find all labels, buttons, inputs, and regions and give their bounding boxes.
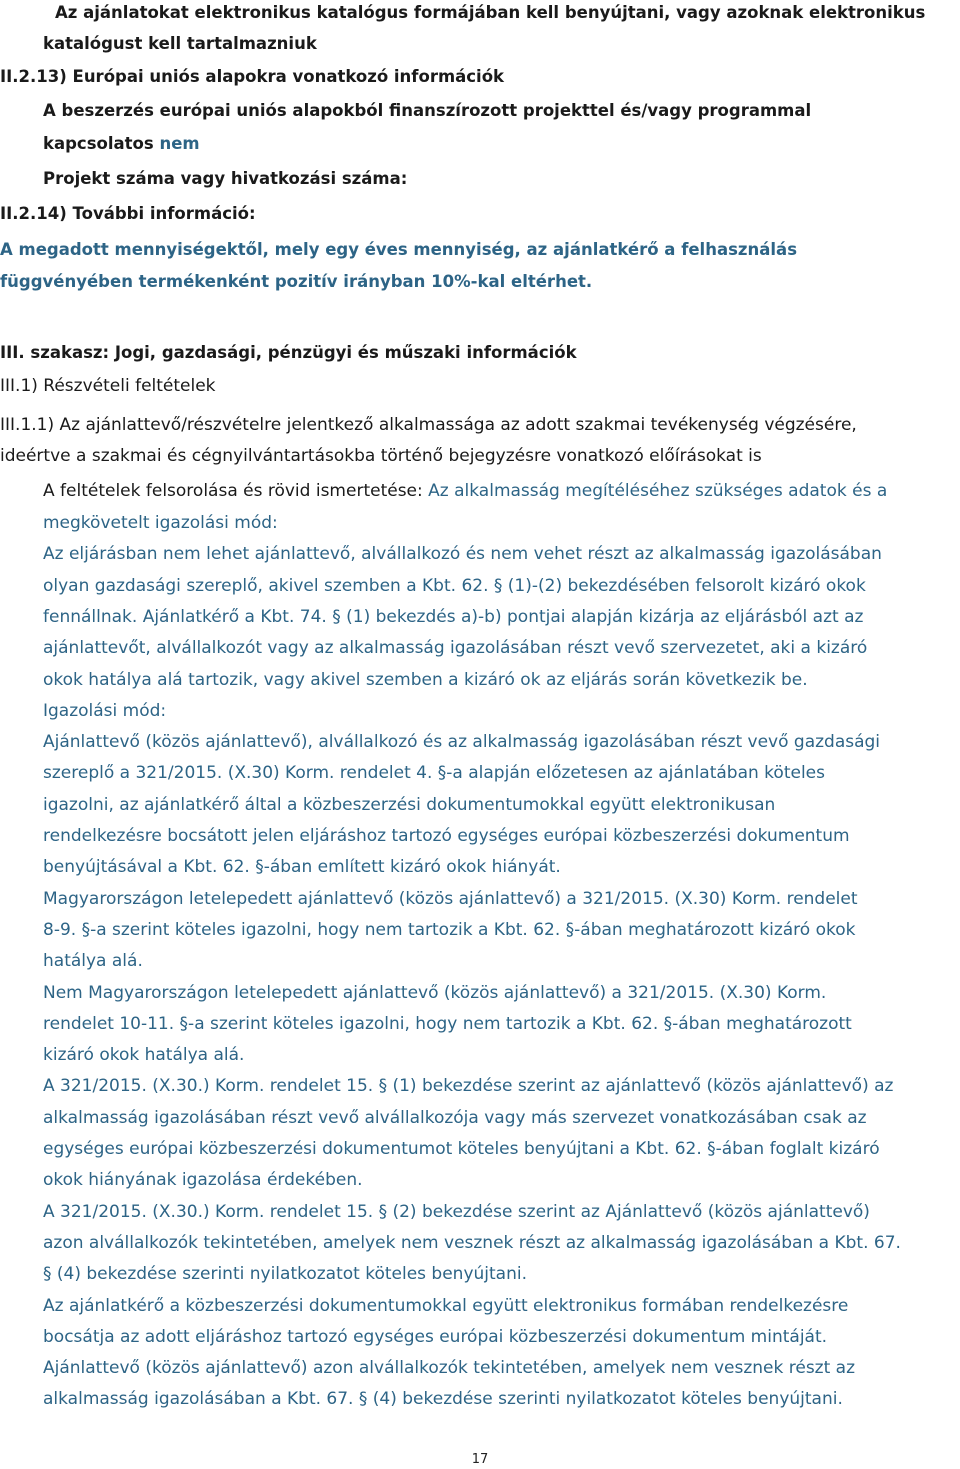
page-number: 17	[471, 1452, 489, 1467]
catalog-line-2: katalógust kell tartalmazniuk	[43, 34, 317, 53]
conditions-body-line: hatálya alá.	[43, 951, 143, 971]
conditions-body-line: megkövetelt igazolási mód:	[43, 513, 278, 533]
section-3-1-1-line-2: ideértve a szakmai és cégnyilvántartásokba történő bejegyzésre vonatkozó előírásokat is	[0, 446, 762, 466]
conditions-body-line: ajánlattevőt, alvállalkozót vagy az alkalmasság igazolásában részt vevő szervezetet, aki a kizáró	[43, 638, 868, 658]
conditions-body-line: alkalmasság igazolásában a Kbt. 67. § (4) bekezdése szerinti nyilatkozatot köteles benyújtani.	[43, 1389, 843, 1409]
section-3-heading: III. szakasz: Jogi, gazdasági, pénzügyi és műszaki információk	[0, 343, 577, 362]
conditions-body-line: bocsátja az adott eljáráshoz tartozó egységes európai közbeszerzési dokumentum mintáját.	[43, 1327, 828, 1347]
conditions-body-line: Nem Magyarországon letelepedett ajánlattevő (közös ajánlattevő) a 321/2015. (X.30) Korm.	[43, 983, 827, 1003]
conditions-body-line: Igazolási mód:	[43, 701, 167, 721]
additional-info-heading: II.2.14) További információ:	[0, 204, 256, 223]
conditions-body-line: fennállnak. Ajánlatkérő a Kbt. 74. § (1) bekezdés a)-b) pontjai alapján kizárja az eljárásból azt az	[43, 607, 864, 627]
section-3-1-heading: III.1) Részvételi feltételek	[0, 376, 216, 396]
conditions-body-line: Ajánlattevő (közös ajánlattevő) azon alvállalkozók tekintetében, amelyek nem vesznek részt az	[43, 1358, 856, 1378]
conditions-body-line: A 321/2015. (X.30.) Korm. rendelet 15. § (2) bekezdése szerint az Ajánlattevő (közös ajánlattevő)	[43, 1202, 870, 1222]
conditions-body-line: igazolni, az ajánlatkérő által a közbeszerzési dokumentumokkal együtt elektronikusan	[43, 795, 776, 815]
section-3-1-1-line-1: III.1.1) Az ajánlattevő/részvételre jelentkező alkalmassága az adott szakmai tevékenység végzésére,	[0, 415, 857, 435]
additional-info-line-1: A megadott mennyiségektől, mely egy éves mennyiség, az ajánlatkérő a felhasználás	[0, 240, 798, 259]
eu-funds-heading: II.2.13) Európai uniós alapokra vonatkozó információk	[0, 67, 505, 86]
conditions-line	[43, 480, 887, 502]
eu-funds-line-1: A beszerzés európai uniós alapokból finanszírozott projekttel és/vagy programmal	[43, 101, 812, 120]
conditions-body-line: alkalmasság igazolásában részt vevő alvállalkozója vagy más szervezet vonatkozásában csak az	[43, 1108, 867, 1128]
conditions-body-line: § (4) bekezdése szerinti nyilatkozatot köteles benyújtani.	[43, 1264, 528, 1284]
conditions-body-line: Az eljárásban nem lehet ajánlattevő, alvállalkozó és nem vehet részt az alkalmasság igazolásában	[43, 544, 882, 564]
conditions-label: A feltételek felsorolása és rövid ismertetése:	[43, 481, 423, 501]
conditions-first: Az alkalmasság megítéléséhez szükséges adatok és a	[428, 481, 888, 501]
conditions-body-line: Az ajánlatkérő a közbeszerzési dokumentumokkal együtt elektronikus formában rendelkezésre	[43, 1296, 849, 1316]
conditions-body-line: azon alvállalkozók tekintetében, amelyek nem vesznek részt az alkalmasság igazolásában a Kbt. 67.	[43, 1233, 901, 1253]
conditions-body-line: 8-9. §-a szerint köteles igazolni, hogy nem tartozik a Kbt. 62. §-ában meghatározott kizáró okok	[43, 920, 856, 940]
project-number-label: Projekt száma vagy hivatkozási száma:	[43, 169, 408, 188]
conditions-body-line: kizáró okok hatálya alá.	[43, 1045, 245, 1065]
conditions-body-line: okok hiányának igazolása érdekében.	[43, 1170, 363, 1190]
conditions-body-line: olyan gazdasági szereplő, akivel szemben a Kbt. 62. § (1)-(2) bekezdésében felsorolt kizáró okok	[43, 576, 866, 596]
conditions-body-line: rendelkezésre bocsátott jelen eljáráshoz tartozó egységes európai közbeszerzési dokumentum	[43, 826, 850, 846]
eu-funds-line-2	[43, 133, 200, 155]
conditions-body-line: egységes európai közbeszerzési dokumentumot köteles benyújtani a Kbt. 62. §-ában foglalt kizáró	[43, 1139, 880, 1159]
eu-funds-value: nem	[159, 134, 200, 153]
conditions-body-line: A 321/2015. (X.30.) Korm. rendelet 15. § (1) bekezdése szerint az ajánlattevő (közös ajánlattevő) az	[43, 1076, 894, 1096]
conditions-body-line: benyújtásával a Kbt. 62. §-ában említett kizáró okok hiányát.	[43, 857, 561, 877]
conditions-body-line: szereplő a 321/2015. (X.30) Korm. rendelet 4. §-a alapján előzetesen az ajánlatában köteles	[43, 763, 825, 783]
conditions-body-line: Ajánlattevő (közös ajánlattevő), alvállalkozó és az alkalmasság igazolásában részt vevő gazdasági	[43, 732, 881, 752]
conditions-body-line: okok hatálya alá tartozik, vagy akivel szemben a kizáró ok az eljárás során következik be.	[43, 670, 808, 690]
conditions-body-line: Magyarországon letelepedett ajánlattevő (közös ajánlattevő) a 321/2015. (X.30) Korm. rendelet	[43, 889, 858, 909]
additional-info-line-2: függvényében termékenként pozitív irányban 10%-kal eltérhet.	[0, 272, 593, 291]
conditions-body-line: rendelet 10-11. §-a szerint köteles igazolni, hogy nem tartozik a Kbt. 62. §-ában meghatározott	[43, 1014, 852, 1034]
eu-funds-label: kapcsolatos	[43, 134, 154, 153]
catalog-line-1: Az ajánlatokat elektronikus katalógus formájában kell benyújtani, vagy azoknak elektronikus	[55, 3, 926, 22]
